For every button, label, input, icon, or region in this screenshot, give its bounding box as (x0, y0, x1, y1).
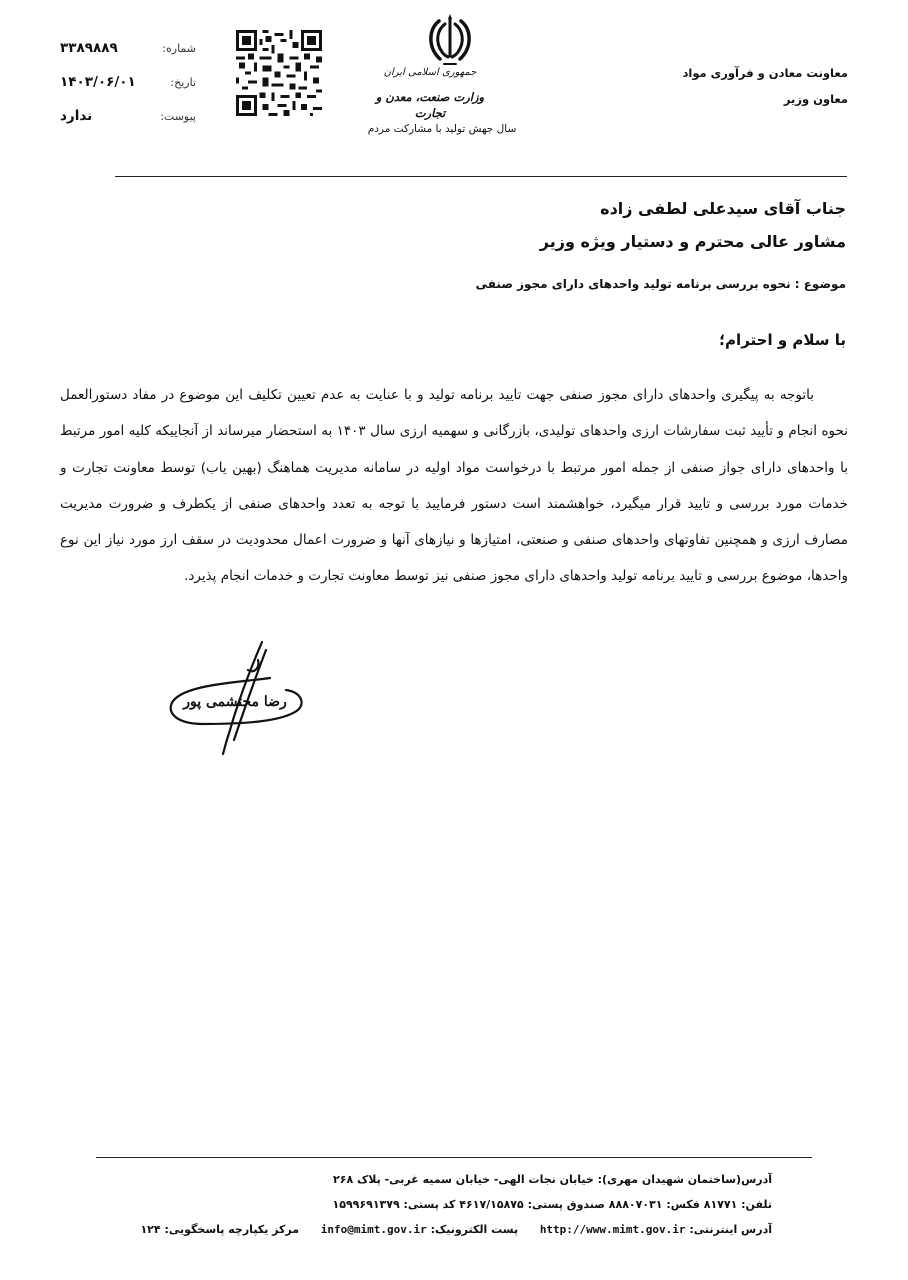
greeting: با سلام و احترام؛ (719, 331, 846, 349)
ministry-text: وزارت صنعت، معدن و تجارت (375, 90, 485, 120)
email-label: پست الکترونیک: (430, 1223, 519, 1236)
header-divider (115, 176, 847, 177)
phone-label: تلفن: (741, 1198, 772, 1211)
website-link[interactable]: http://www.mimt.gov.ir (539, 1223, 686, 1236)
department-name: معاونت معادن و فرآوری مواد (682, 66, 848, 80)
recipient-name: جناب آقای سیدعلی لطفی زاده (600, 199, 846, 218)
phone-number: ۸۱۷۷۱ (703, 1198, 738, 1211)
pobox-number: ۴۶۱۷/۱۵۸۷۵ (459, 1198, 524, 1211)
year-slogan: سال جهش تولید با مشارکت مردم (367, 123, 517, 135)
callcenter-label: مرکز یکپارچه پاسخگویی: (164, 1223, 300, 1236)
postal-code: ۱۵۹۹۶۹۱۳۷۹ (332, 1198, 400, 1211)
letter-number: ۳۳۸۹۸۸۹ (60, 40, 118, 56)
fax-number: ۸۸۸۰۷۰۳۱ (608, 1198, 663, 1211)
footer-online (140, 1222, 772, 1238)
letter-date-row (60, 72, 196, 92)
attachment-row (60, 106, 196, 126)
postal-code-label: کد پستی: (403, 1198, 456, 1211)
department-role: معاون وزیر (783, 92, 848, 106)
fax-label: فکس: (666, 1198, 700, 1211)
qr-code-icon (236, 30, 322, 116)
republic-text: جمهوری اسلامی ایران (383, 67, 477, 78)
attachment-value: ندارد (60, 108, 93, 124)
callcenter-number: ۱۲۴ (140, 1223, 161, 1236)
signer-name: رضا محتشمی پور (183, 694, 287, 710)
footer-address (333, 1172, 772, 1188)
footer-contact (333, 1197, 772, 1213)
website-label: آدرس اینترنتی: (689, 1223, 772, 1236)
footer-divider (96, 1157, 812, 1158)
address-text: آدرس(ساختمان شهیدان مهری): خیابان نجات الهی- خیابان سمیه غربی- پلاک ۲۶۸ (333, 1173, 772, 1186)
email-link[interactable]: info@mimt.gov.ir (320, 1223, 427, 1236)
attachment-label: پیوست: (160, 109, 196, 123)
department-block (683, 60, 849, 112)
letter-subject: موضوع : نحوه بررسی برنامه تولید واحدهای دارای مجوز صنفی (475, 277, 846, 291)
recipient-title: مشاور عالی محترم و دستیار ویژه وزیر (539, 232, 846, 251)
pobox-label: صندوق پستی: (527, 1198, 605, 1211)
iran-emblem-icon (424, 12, 476, 70)
letter-body: باتوجه به پیگیری واحدهای دارای مجوز صنفی جهت تایید برنامه تولید و با عنایت به عدم تعیین تکلیف این موضوع در مفاد دستورالعمل نحوه انجام و تأیید ثبت سفارشات ارزی واحدهای تولیدی، بازرگانی و سهمیه ارزی سال ۱۴۰۳ به استحضار میرساند از آنجاییکه کلیه امور مرتبط با واحدهای دارای جواز صنفی از جمله امور مرتبط با درخواست مواد اولیه در سامانه مدیریت هماهنگ (بهین یاب) توسط معاونت تجارت و خدمات مورد بررسی و تایید قرار میگیرد، خواهشمند است دستور فرمایید با توجه به تعدد واحدهای صنفی از یکطرف و ضرورت مدیریت مصارف ارزی و همچنین تفاوتهای واحدهای صنفی و صنعتی، امتیازها و نیازهای آنها و ضرورت اعمال محدودیت در سقف ارز مورد نیاز این نوع واحدها، موضوع بررسی و تایید برنامه تولید واحدهای دارای مجوز صنفی نیز توسط معاونت تجارت و خدمات انجام پذیرد. (60, 387, 848, 585)
letter-date-label: تاریخ: (170, 75, 196, 89)
letter-number-row (60, 38, 196, 58)
letter-number-label: شماره: (162, 41, 196, 55)
letter-date: ۱۴۰۳/۰۶/۰۱ (60, 74, 136, 90)
